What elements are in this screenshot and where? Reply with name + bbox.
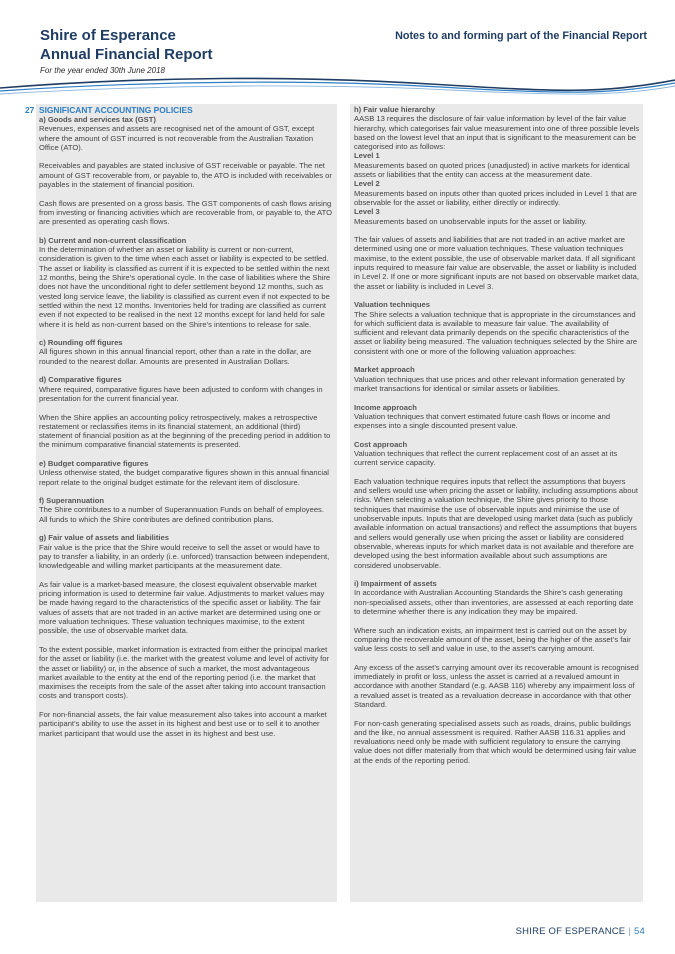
paragraph: Where required, comparative figures have been adjusted to conform with changes in presentation for the current financial year. [39,384,323,403]
paragraph: The fair values of assets and liabilities that are not traded in an active market are determined using one or more valuation techniques. These valuation techniques maximise, to the extent possible, the use of observable market data. If all significant inputs required to measure fair value are observable, the asset or liability is included in Level 2. If one or more significant inputs are not based on observable market data, the asset or liability is included in Level 3. [354,235,639,291]
right-column [350,104,643,902]
subheading: g) Fair value of assets and liabilities [39,533,169,543]
paragraph: Measurements based on quoted prices (unadjusted) in active markets for identical assets or liabilities that the entity can access at the measurement date. [354,160,630,180]
paragraph-gap [39,571,334,580]
subheading: Level 2 [354,179,380,189]
subheading: Income approach [354,402,417,412]
left-column [25,104,337,902]
paragraph-gap [39,152,334,161]
paragraph: Receivables and payables are stated inclusive of GST receivable or payable. The net amount of GST recoverable from, or payable to, the ATO is included with receivables or payables in the statement of financial position. [39,161,332,190]
section-name: SIGNIFICANT ACCOUNTING POLICIES [39,105,193,115]
paragraph: Valuation techniques that reflect the current replacement cost of an asset at its current service capacity. [354,448,618,468]
paragraph-gap [354,570,640,579]
paragraph: Where such an indication exists, an impairment test is carried out on the asset by comparing the recoverable amount of the asset, being the higher of the asset’s fair value less costs to sell and value in use, to the asset’s carrying amount. [354,625,631,654]
paragraph: AASB 13 requires the disclosure of fair value information by level of the fair value hierarchy, which categorises fair value measurement into one of three possible levels based on the lowest level that an input that is significant to the measurement can be categorised into as follows: [354,114,640,152]
subheading: Cost approach [354,439,408,449]
paragraph: Valuation techniques that use prices and other relevant information generated by market transactions for identical or similar assets or liabilities. [354,374,625,393]
paragraph: Valuation techniques that convert estimated future cash flows or income and expenses into a single discounted present value. [354,411,611,431]
page-footer [516,926,645,937]
paragraph-gap [354,709,640,718]
subheading: f) Superannuation [39,496,104,506]
paragraph-gap [354,430,640,439]
paragraph: For non-financial assets, the fair value measurement also takes into account a market participant’s ability to use the asset in its highest and best use or to sell it to another market participant that would use the asset in its highest and best use. [39,710,327,738]
paragraph: As fair value is a market-based measure, the closest equivalent observable market pricing information is used to determine fair value. Adjustments to market values may be made having regard to the characteristics of the specific asset or liability. The fair values of assets that are not traded in an active market are determined using one or more valuation techniques. These valuation techniques maximise, to the extent possible, the use of observable market data. [39,579,325,636]
paragraph-gap [39,366,334,375]
section-title [25,105,334,115]
paragraph: The Shire contributes to a number of Superannuation Funds on behalf of employees. All funds to which the Shire contributes are defined contribution plans. [39,505,324,524]
footer-separator: | [628,926,632,937]
subheading: i) Impairment of assets [354,579,437,589]
paragraph: Each valuation technique requires inputs that reflect the assumptions that buyers and sellers would use when pricing the asset or liability, including assumptions about risks. When selecting a valuation technique, the Shire gives priority to those techniques that maximise the use of observable inputs and minimise the use of unobservable inputs. Inputs that are developed using market data (such as publicly available information on actual transactions) and reflect the assumptions that buyers and sellers would generally use when pricing the asset or liability are considered observable, whereas inputs for which market data is not available and therefore are developed using the best information available about such assumptions are considered unobservable. [354,476,638,570]
paragraph-gap [354,226,640,235]
paragraph: The Shire selects a valuation technique that is appropriate in the circumstances and for which sufficient data is available to measure fair value. The availability of sufficient and relevant data primarily depends on the specific characteristics of the asset or liability being measured. The valuation techniques selected by the Shire are consistent with one or more of the following valuation approaches: [354,309,638,356]
page-number: 54 [634,926,645,937]
paragraph: All figures shown in this annual financial report, other than a rate in the dollar, are rounded to the nearest dollar. Amounts are presented in Australian Dollars. [39,347,312,366]
subheading: e) Budget comparative figures [39,458,149,468]
paragraph-gap [39,227,334,236]
paragraph-gap [354,468,640,477]
paragraph: Cash flows are presented on a gross basis. The GST components of cash flows arising from investing or financing activities which are recoverable from, or payable to, the ATO are presented as operating cash flows. [39,198,333,227]
report-subtitle: Annual Financial Report [40,46,213,63]
footer-name: SHIRE OF ESPERANCE [515,926,626,937]
left-column-body [39,115,334,738]
subheading: Level 1 [354,151,380,161]
paragraph: When the Shire applies an accounting policy retrospectively, makes a retrospective restatement or reclassifies items in its financial statement, an additional (third) statement of financial position as at the beginning of the preceding period in addition to the minimum comparative financial statements is presented. [39,412,331,450]
notes-heading: Notes to and forming part of the Financial Report [395,30,647,42]
paragraph: Measurements based on inputs other than quoted prices included in Level 1 that are observable for the asset or liability, either directly or indirectly. [354,188,637,207]
paragraph-gap [354,356,640,365]
paragraph-gap [39,450,334,459]
paragraph-gap [39,487,334,496]
subheading: Valuation techniques [354,300,430,310]
report-period: For the year ended 30th June 2018 [40,66,165,75]
paragraph: In the determination of whether an asset or liability is current or non-current, consideration is given to the time when each asset or liability is expected to be settled. The asset or liability is classified as current if it is expected to be settled within the next 12 months, being the Shire’s operational cycle. In the case of liabilities where the Shire does not have the unconditional right to defer settlement beyond 12 months, such as vested long service leave, the liability is classified as current even if not expected to be settled within the next 12 months. Inventories held for trading are classified as current even if not expected to be realised in the next 12 months except for land held for sale where it is held as non-current based on the Shire’s intentions to release for sale. [39,245,331,329]
paragraph-gap [39,524,334,533]
paragraph-gap [39,329,334,338]
paragraph-gap [354,393,640,402]
paragraph: Any excess of the asset’s carrying amount over its recoverable amount is recognised immediately in profit or loss, unless the asset is carried at a revalued amount in accordance with another Standard (e.g. AASB 116) whereby any impairment loss of a revalued asset is treated as a revaluation decrease in accordance with that other Standard. [354,662,639,709]
paragraph: Fair value is the price that the Shire would receive to sell the asset or would have to pay to transfer a liability, in an orderly (i.e. unforced) transaction between independent, knowledgeable and willing market participants at the measurement date. [39,542,330,571]
decorative-wave-lines [0,74,675,98]
paragraph: In accordance with Australian Accounting Standards the Shire’s cash generating non-specialised assets, other than inventories, are assessed at each reporting date to determine whether there is any indication they may be impaired. [354,588,634,617]
paragraph-gap [39,403,334,412]
paragraph-gap [39,189,334,198]
subheading: b) Current and non-current classification [39,235,187,245]
paragraph-gap [354,654,640,663]
paragraph-gap [39,701,334,710]
paragraph: Unless otherwise stated, the budget comparative figures shown in this annual financial report relate to the original budget estimate for the relevant item of disclosure. [39,468,329,487]
paragraph-gap [354,291,640,300]
subheading: d) Comparative figures [39,375,122,385]
subheading: Market approach [354,365,415,375]
subheading: h) Fair value hierarchy [354,105,436,114]
subheading: Level 3 [354,207,380,217]
report-title: Shire of Esperance [40,27,176,44]
report-header [40,27,213,76]
paragraph: Revenues, expenses and assets are recognised net of the amount of GST, except where the amount of GST incurred is not recoverable from the Australian Taxation Office (ATO). [39,124,315,152]
subheading: c) Rounding off figures [39,338,123,348]
section-number: 27 [25,105,35,115]
right-column-body [354,105,640,765]
subheading: a) Goods and services tax (GST) [39,115,156,124]
paragraph-gap [354,616,640,625]
paragraph: To the extent possible, market information is extracted from either the principal market for the asset or liability (i.e. the market with the greatest volume and level of activity for the asset or liability) or, in the absence of such a market, the most advantageous market available to the entity at the end of the reporting period (i.e. the market that maximises the receipts from the sale of the asset after taking into account transaction costs and transport costs). [39,644,329,701]
paragraph-gap [39,636,334,645]
paragraph: For non-cash generating specialised assets such as roads, drains, public buildings and the like, no annual assessment is required. Rather AASB 116.31 applies and revaluations need only be made with sufficient regulatory to ensure the carrying value does not differ materially from that which would be determined using fair value at the ends of the reporting period. [354,718,637,765]
paragraph: Measurements based on unobservable inputs for the asset or liability. [354,216,587,226]
